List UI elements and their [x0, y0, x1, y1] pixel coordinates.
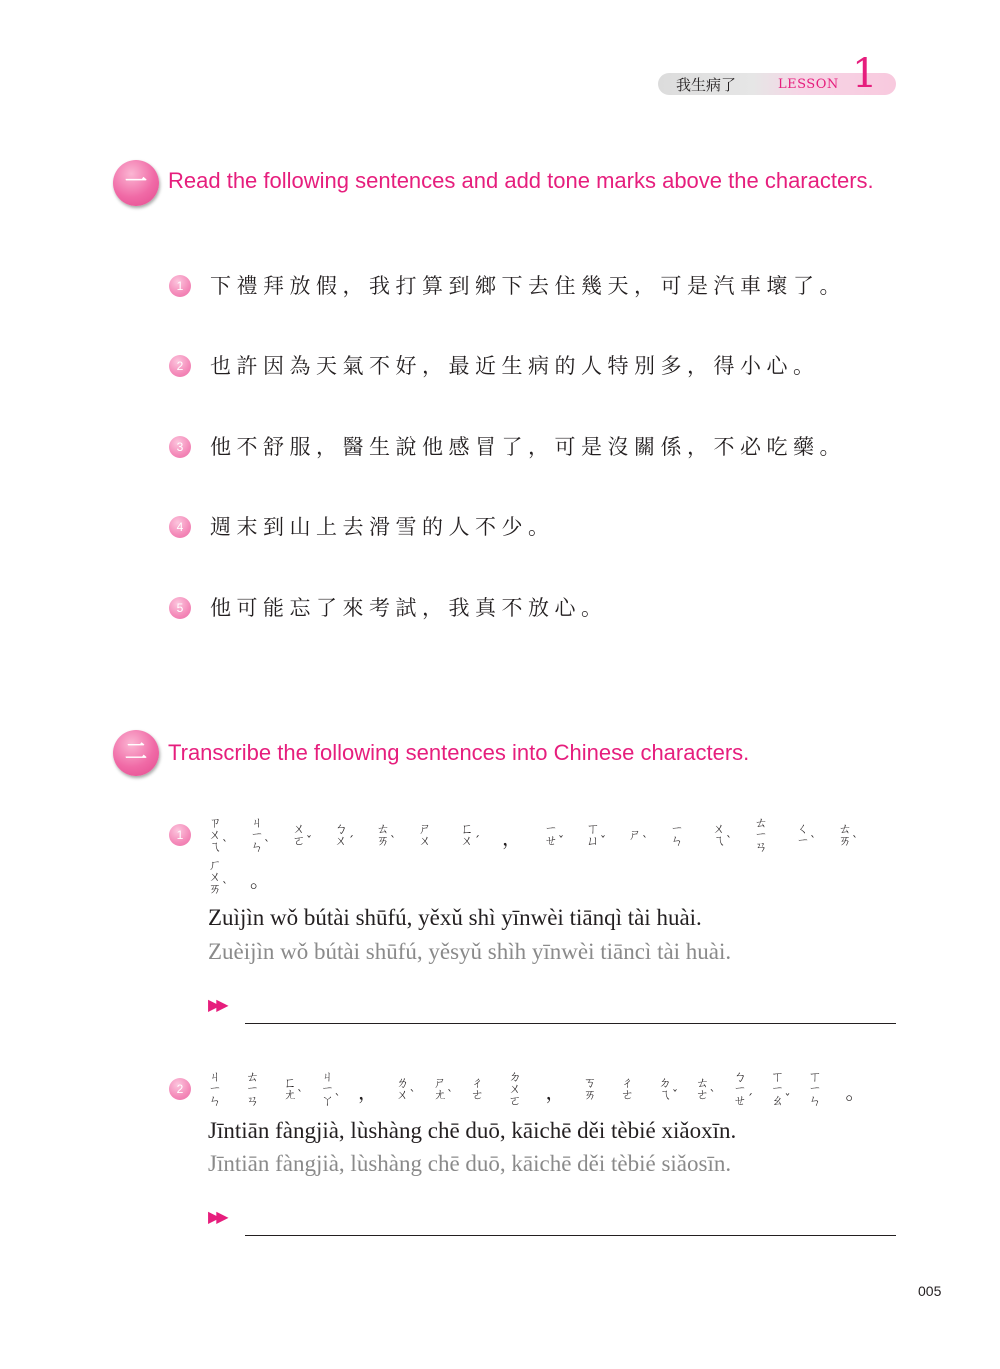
zhuyin-syllable: ㄈ ㄤ ˋ — [283, 1076, 303, 1103]
lesson-number: 1 — [852, 51, 878, 97]
s1-item-1-number: 1 — [169, 275, 191, 297]
s2-item-1-pinyin: Zuìjìn wǒ bútài shūfú, yěxǔ shì yīnwèi tiānqì tài huài. — [208, 905, 702, 930]
s2-item-2-pinyin: Jīntiān fàngjià, lùshàng chē duō, kāichē děi tèbié xiǎoxīn. — [208, 1118, 737, 1143]
zhuyin-syllable: ㄉ ㄟ ˇ — [658, 1076, 678, 1103]
s1-item-3-number: 3 — [169, 436, 191, 458]
zhuyin-syllable: ㄐ ㄧ ㄣ — [208, 1070, 222, 1109]
zhuyin-syllable: ㄕ ㄤ ˋ — [433, 1076, 453, 1103]
s2-item-1-arrow-icon: ▶▶ — [208, 995, 225, 1014]
zhuyin-punctuation: 。 — [845, 1080, 866, 1104]
zhuyin-syllable: ㄈ ㄨ ˊ — [460, 822, 480, 849]
s1-item-5-number: 5 — [169, 597, 191, 619]
zhuyin-syllable: ㄌ ㄨ ˋ — [395, 1076, 416, 1103]
zhuyin-punctuation: ， — [358, 1080, 378, 1104]
zhuyin-syllable: ㄅ ㄧ ㄝ ˊ — [733, 1070, 753, 1109]
s1-item-4-text: 週末到山上去滑雪的人不少。 — [210, 515, 555, 539]
s2-item-1-romanization-alt: Zuèijìn wǒ bútài shūfú, yěsyǔ shìh yīnwèi tiāncì tài huài. — [208, 939, 732, 964]
s2-item-2-romanization-alt: Jīntiān fàngjià, lùshàng chē duō, kāichē děi tèbié siǎosīn. — [208, 1151, 732, 1176]
s1-item-2-text: 也許因為天氣不好，最近生病的人特別多，得小心。 — [210, 354, 820, 378]
zhuyin-punctuation: 。 — [250, 868, 270, 892]
zhuyin-syllable: ㄊ ㄧ ㄢ — [754, 816, 768, 855]
zhuyin-syllable: ㄕ ㄨ — [418, 822, 432, 849]
zhuyin-syllable: ㄏ ㄨ ㄞ ˋ — [208, 858, 228, 897]
zhuyin-syllable: ㄊ ㄜ ˋ — [695, 1076, 716, 1103]
page-number: 005 — [918, 1283, 942, 1299]
zhuyin-syllable: ㄊ ㄧ ㄢ — [245, 1070, 259, 1109]
zhuyin-syllable: ㄉ ㄨ ㄛ — [508, 1070, 522, 1109]
zhuyin-syllable: ㄒ ㄩ ˇ — [586, 822, 606, 849]
s2-item-2-arrow-icon: ▶▶ — [208, 1207, 225, 1226]
s1-item-5-text: 他可能忘了來考試，我真不放心。 — [210, 596, 608, 620]
lesson-label: LESSON — [778, 77, 839, 92]
zhuyin-punctuation: ， — [502, 826, 522, 850]
s1-item-2-number: 2 — [169, 355, 191, 377]
zhuyin-syllable: ㄅ ㄨ ˊ — [334, 822, 354, 849]
zhuyin-punctuation: ， — [545, 1080, 566, 1104]
zhuyin-syllable: ㄧ ㄣ — [670, 822, 684, 849]
s2-item-2-answer-line[interactable] — [245, 1235, 896, 1236]
zhuyin-syllable: ㄐ ㄧ ㄚ ˋ — [320, 1070, 341, 1109]
zhuyin-syllable: ㄐ ㄧ ㄣ ˋ — [250, 816, 270, 855]
zhuyin-syllable: ㄊ ㄞ ˋ — [376, 822, 396, 849]
zhuyin-syllable: ㄒ ㄧ ㄠ ˇ — [770, 1070, 791, 1109]
s2-item-1-answer-line[interactable] — [245, 1023, 896, 1024]
section-2-instruction: Transcribe the following sentences into Chinese characters. — [168, 740, 750, 765]
zhuyin-syllable: ㄨ ㄟ ˋ — [712, 822, 732, 849]
section-2-badge: 二 — [113, 730, 159, 776]
zhuyin-syllable: ㄗ ㄨ ㄟ ˋ — [208, 816, 228, 855]
s2-item-2-number: 2 — [169, 1078, 191, 1100]
zhuyin-syllable: ㄧ ㄝ ˇ — [544, 822, 564, 849]
zhuyin-syllable: ㄕ ˋ — [628, 828, 648, 848]
zhuyin-syllable: ㄑ ㄧ ˋ — [796, 822, 816, 849]
s2-item-1-number: 1 — [169, 824, 191, 846]
zhuyin-syllable: ㄊ ㄞ ˋ — [838, 822, 858, 849]
lesson-title-cn: 我生病了 — [676, 76, 737, 94]
s1-item-4-number: 4 — [169, 516, 191, 538]
zhuyin-syllable: ㄔ ㄜ — [470, 1076, 484, 1103]
zhuyin-syllable: ㄔ ㄜ — [620, 1076, 634, 1103]
section-1-badge: 一 — [113, 160, 159, 206]
zhuyin-syllable: ㄒ ㄧ ㄣ — [808, 1070, 822, 1109]
zhuyin-syllable: ㄨ ㄛ ˇ — [292, 822, 312, 849]
s1-item-1-text: 下禮拜放假，我打算到鄉下去住幾天，可是汽車壞了。 — [210, 274, 846, 298]
zhuyin-syllable: ㄎ ㄞ — [583, 1076, 597, 1103]
section-1-instruction: Read the following sentences and add tone marks above the characters. — [168, 168, 874, 193]
s1-item-3-text: 他不舒服，醫生說他感冒了，可是沒關係，不必吃藥。 — [210, 435, 846, 459]
